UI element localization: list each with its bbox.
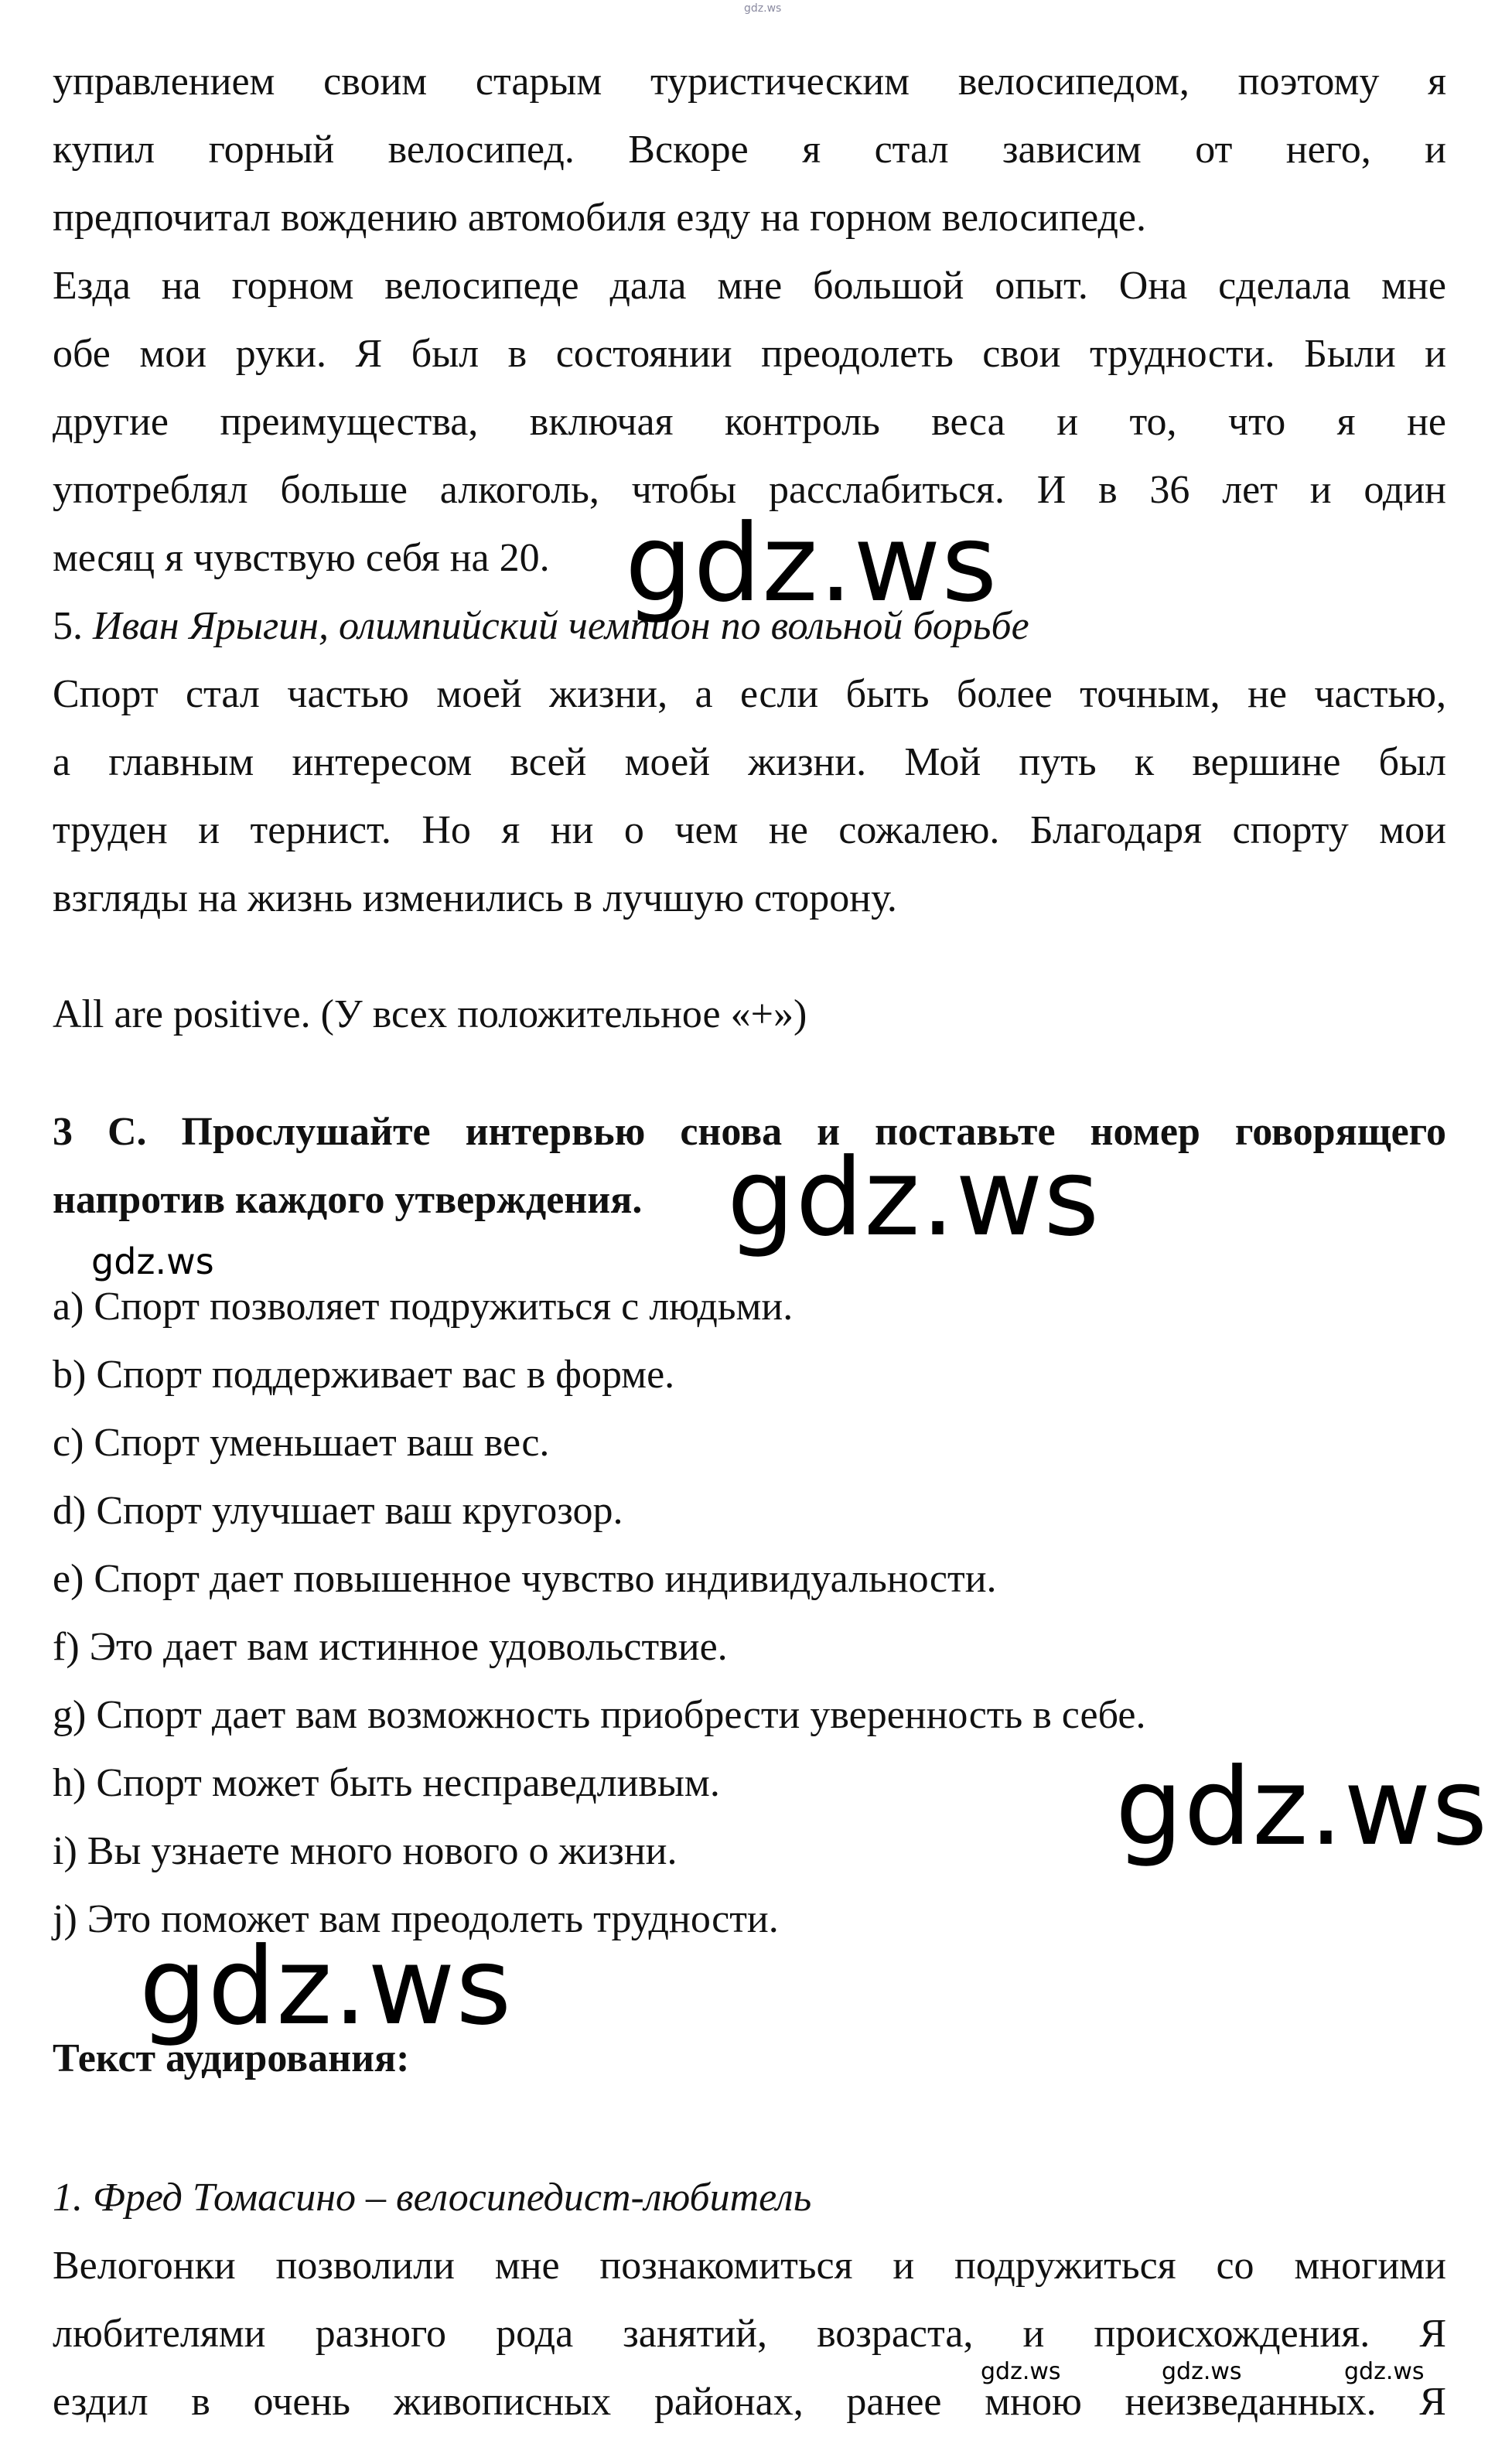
statement-item: e) Спорт дает повышенное чувство индивидуальности. <box>53 1557 997 1601</box>
statement-item: f) Это дает вам истинное удовольствие. <box>53 1625 728 1669</box>
watermark: gdz.ws <box>1162 2358 1242 2385</box>
text-line: Велогонки позволили мне познакомиться и подружиться со многими <box>53 2244 1446 2288</box>
speaker-name: Иван Ярыгин, олимпийский чемпион по вольной борьбе <box>93 604 1029 648</box>
text-line: взгляды на жизнь изменились в лучшую сторону. <box>53 876 897 920</box>
statement-item: i) Вы узнаете много нового о жизни. <box>53 1829 677 1873</box>
statement-item: g) Спорт дает вам возможность приобрести уверенность в себе. <box>53 1693 1146 1737</box>
speaker-heading: 1. Фред Томасино – велосипедист-любитель <box>53 2176 812 2220</box>
text-line: а главным интересом всей моей жизни. Мой путь к вершине был <box>53 740 1446 784</box>
text-line: управлением своим старым туристическим велосипедом, поэтому я <box>53 60 1446 104</box>
watermark: gdz.ws <box>1115 1745 1489 1869</box>
summary-line: All are positive. (У всех положительное «+») <box>53 992 807 1036</box>
text-line: любителями разного рода занятий, возраста, и происхождения. Я <box>53 2312 1446 2356</box>
text-line: месяц я чувствую себя на 20. <box>53 536 550 580</box>
text-line: ездил в очень живописных районах, ранее мною неизведанных. Я <box>53 2380 1446 2424</box>
watermark: gdz.ws <box>1344 2358 1425 2385</box>
watermark: gdz.ws <box>981 2358 1061 2385</box>
statement-item: c) Спорт уменьшает ваш вес. <box>53 1421 550 1465</box>
watermark: gdz.ws <box>727 1135 1101 1260</box>
watermark: gdz.ws <box>91 1241 214 1282</box>
statement-item: d) Спорт улучшает ваш кругозор. <box>53 1489 623 1533</box>
statement-item: h) Спорт может быть несправедливым. <box>53 1761 720 1805</box>
text-line: купил горный велосипед. Вскоре я стал зависим от него, и <box>53 128 1446 172</box>
speaker-number: 5. <box>53 604 83 648</box>
watermark: gdz.ws <box>625 501 998 626</box>
text-line: другие преимущества, включая контроль веса и то, что я не <box>53 400 1446 444</box>
header-watermark: gdz.ws <box>744 2 782 15</box>
text-line: обе мои руки. Я был в состоянии преодолеть свои трудности. Были и <box>53 332 1446 376</box>
audio-heading: Текст аудирования: <box>53 2036 410 2080</box>
text-line: труден и тернист. Но я ни о чем не сожалею. Благодаря спорту мои <box>53 808 1446 852</box>
statement-item: a) Спорт позволяет подружиться с людьми. <box>53 1285 794 1329</box>
statement-item: b) Спорт поддерживает вас в форме. <box>53 1353 675 1397</box>
task-heading-line: 3 C. Прослушайте интервью снова и поставьте номер говорящего <box>53 1110 1446 1154</box>
watermark: gdz.ws <box>139 1924 513 2049</box>
task-heading-line: напротив каждого утверждения. <box>53 1178 643 1222</box>
text-line: Езда на горном велосипеде дала мне большой опыт. Она сделала мне <box>53 264 1446 308</box>
text-line: предпочитал вождению автомобиля езду на горном велосипеде. <box>53 196 1147 240</box>
text-line: употреблял больше алкоголь, чтобы расслабиться. И в 36 лет и один <box>53 468 1446 512</box>
statement-item: j) Это поможет вам преодолеть трудности. <box>53 1897 779 1941</box>
text-line: Спорт стал частью моей жизни, а если быть более точным, не частью, <box>53 672 1446 716</box>
